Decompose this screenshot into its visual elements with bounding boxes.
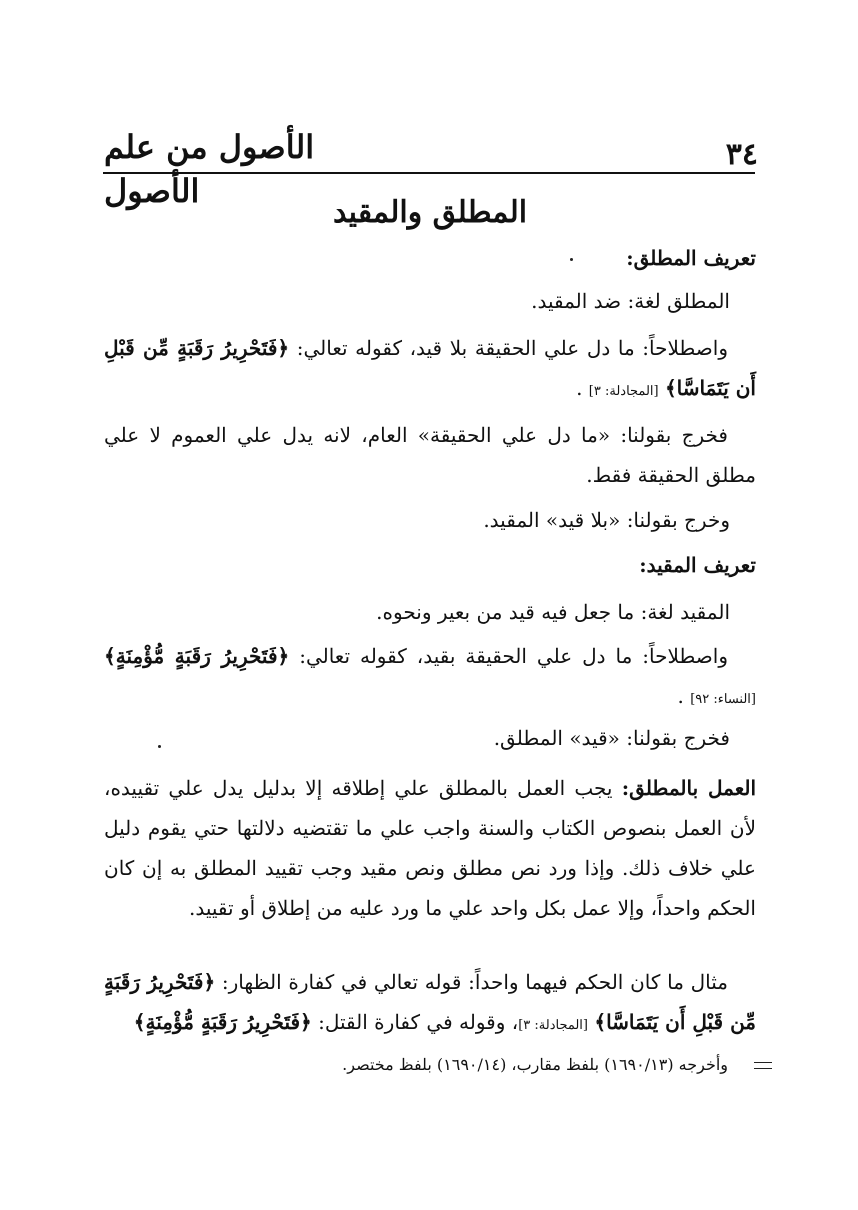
paragraph-text: يجب العمل بالمطلق علي إطلاقه إلا بدليل يدل علي تقييده، لأن العمل بنصوص الكتاب والسنة واجب علي ما تقتضيه دلالتها حتي يقوم دليل علي خلاف ذلك. وإذا ورد نص مطلق ونص مقيد وجب تقييد المطلق به إن كان الحكم واحداً، وإلا عمل بكل واحد علي ما ورد عليه من إطلاق أو تقييد.: [104, 776, 756, 920]
section-title: المطلق والمقيد: [332, 195, 528, 230]
absolute-technical-definition: [104, 328, 756, 412]
verse-reference: [النساء: ٩٢]: [690, 692, 756, 707]
restricted-linguistic-definition: المقيد لغة: ما جعل فيه قيد من بعير ونحوه.: [376, 600, 730, 624]
speck: [570, 258, 573, 261]
quran-verse: ﴿فَتَحْرِيرُ رَقَبَةٍ مُّؤْمِنَةٍ﴾: [133, 1010, 312, 1034]
footnote: وأخرجه (١٦٩٠/١٣) بلفظ مقارب، (١٦٩٠/١٤) بلفظ مختصر.: [342, 1055, 728, 1074]
verse-reference: [المجادلة: ٣]: [518, 1018, 588, 1033]
verse-reference: [المجادلة: ٣]: [588, 384, 659, 399]
paragraph-text: مثال ما كان الحكم فيهما واحداً: قوله تعالي في كفارة الظهار:: [221, 970, 728, 994]
example-same-ruling: [104, 962, 756, 1046]
footnote-marker: [754, 1062, 772, 1063]
paragraph-text: واصطلاحاً: ما دل علي الحقيقة بقيد، كقوله تعالي:: [299, 644, 729, 668]
exclusion-general: فخرج بقولنا: «ما دل علي الحقيقة» العام، لانه يدل علي العموم لا علي مطلق الحقيقة فقط.: [104, 423, 756, 487]
quran-verse: ﴿فَتَحْرِيرُ رَقَبَةٍ مِّن قَبْلِ أَن يَتَمَاسَّا﴾: [104, 970, 756, 1034]
exclusion-restricted: وخرج بقولنا: «بلا قيد» المقيد.: [483, 508, 730, 532]
exclusion-absolute: فخرج بقولنا: «قيد» المطلق.: [493, 726, 730, 750]
definition-restricted-heading: تعريف المقيد:: [639, 553, 756, 577]
paragraph-end: .: [576, 376, 583, 400]
acting-on-absolute: [104, 768, 756, 928]
page-number: ٣٤: [725, 137, 758, 172]
restricted-technical-definition: [104, 636, 756, 720]
quran-verse: ﴿فَتَحْرِيرُ رَقَبَةٍ مِّن قَبْلِ أَن يَتَمَاسَّا﴾: [104, 336, 756, 400]
quran-verse: ﴿فَتَحْرِيرُ رَقَبَةٍ مُّؤْمِنَةٍ﴾: [104, 644, 290, 668]
paragraph-text: ، وقوله في كفارة القتل:: [318, 1010, 519, 1034]
running-header-title: الأصول من علم الأصول: [104, 128, 315, 210]
speck: [158, 745, 161, 748]
definition-absolute-heading: تعريف المطلق:: [626, 246, 756, 270]
paragraph-end: .: [677, 684, 684, 708]
paragraph-text: واصطلاحاً: ما دل علي الحقيقة بلا قيد، كقوله تعالي:: [296, 336, 729, 360]
footnote-marker: [754, 1068, 772, 1069]
header-rule: [103, 172, 755, 174]
absolute-linguistic-definition: المطلق لغة: ضد المقيد.: [531, 289, 730, 313]
paragraph-label: العمل بالمطلق:: [621, 776, 757, 800]
